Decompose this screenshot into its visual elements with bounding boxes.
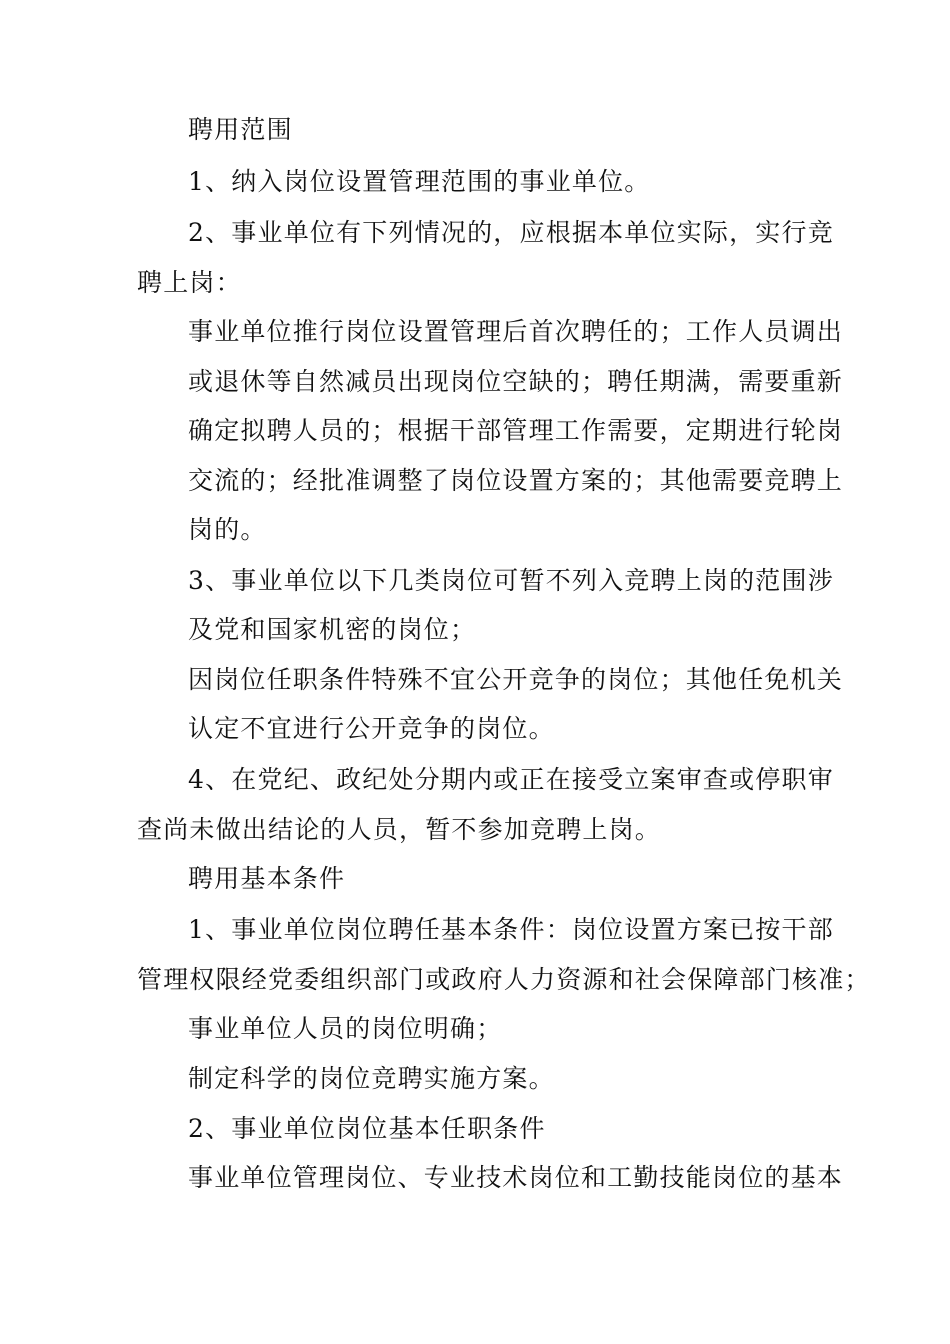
paragraph-line: 查尚未做出结论的人员，暂不参加竞聘上岗。 <box>137 815 662 844</box>
paragraph-line: 2、事业单位岗位基本任职条件 <box>188 1114 546 1143</box>
paragraph-line: 交流的；经批准调整了岗位设置方案的；其他需要竞聘上 <box>188 466 844 495</box>
paragraph-line: 3、事业单位以下几类岗位可暂不列入竞聘上岗的范围涉 <box>188 566 834 595</box>
paragraph-line: 或退休等自然减员出现岗位空缺的；聘任期满，需要重新 <box>188 367 844 396</box>
paragraph-line: 4、在党纪、政纪处分期内或正在接受立案审查或停职审 <box>188 765 834 794</box>
section-heading-basic-conditions: 聘用基本条件 <box>188 864 346 893</box>
paragraph-line: 事业单位人员的岗位明确； <box>188 1014 503 1043</box>
paragraph-line: 2、事业单位有下列情况的，应根据本单位实际，实行竞 <box>188 218 834 247</box>
paragraph-line: 岗的。 <box>188 515 267 544</box>
paragraph-line: 认定不宜进行公开竞争的岗位。 <box>188 714 555 743</box>
paragraph-line: 事业单位推行岗位设置管理后首次聘任的；工作人员调出 <box>188 317 844 346</box>
paragraph-line: 1、纳入岗位设置管理范围的事业单位。 <box>188 167 651 196</box>
paragraph-line: 及党和国家机密的岗位； <box>188 615 477 644</box>
paragraph-line: 事业单位管理岗位、专业技术岗位和工勤技能岗位的基本 <box>188 1163 844 1192</box>
paragraph-line: 制定科学的岗位竞聘实施方案。 <box>188 1064 555 1093</box>
section-heading-scope: 聘用范围 <box>188 115 293 144</box>
paragraph-line: 管理权限经党委组织部门或政府人力资源和社会保障部门核准； <box>137 965 871 994</box>
paragraph-line: 聘上岗： <box>137 268 242 297</box>
paragraph-line: 因岗位任职条件特殊不宜公开竞争的岗位；其他任免机关 <box>188 665 844 694</box>
paragraph-line: 1、事业单位岗位聘任基本条件：岗位设置方案已按干部 <box>188 915 834 944</box>
paragraph-line: 确定拟聘人员的；根据干部管理工作需要，定期进行轮岗 <box>188 416 844 445</box>
